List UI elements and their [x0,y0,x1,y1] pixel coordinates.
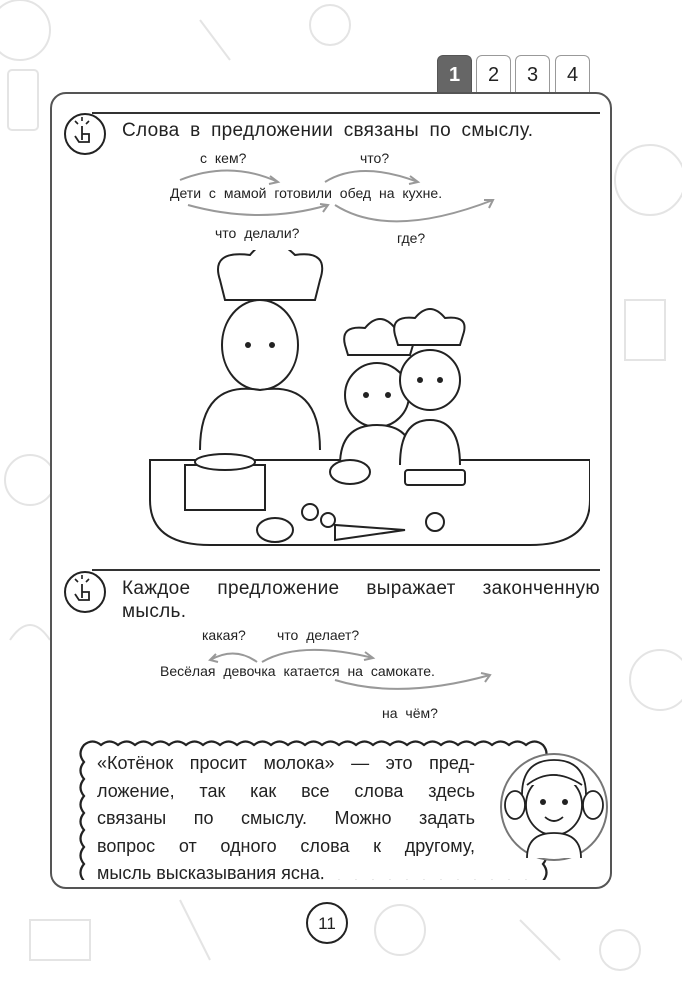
note-line: связаны по смыслу. Можно задать [97,808,475,828]
tab-1[interactable]: 1 [437,55,472,93]
note-line: «Котёнок просит молока» — это пред- [97,753,475,773]
example-sentence-2: Весёлая девочка катается на самокате. [160,663,435,679]
tab-2[interactable]: 2 [476,55,511,93]
divider [92,569,600,571]
note-line: вопрос от одного слова к другому, [97,835,475,856]
example-sentence-1: Дети с мамой готовили обед на кухне. [170,185,443,201]
question-chto-delaet: что делает? [277,627,360,643]
rule2-title-text: Каждое предложение выражает законченную [122,578,600,599]
note-line: мысль высказывания ясна. [97,863,325,883]
question-chto: что? [360,150,390,166]
note-line: ложение, так как все слова здесь [97,780,475,801]
question-gde: где? [397,230,426,246]
question-chto-delali: что делали? [215,225,300,241]
divider [92,112,600,114]
girl-avatar [497,750,612,865]
note-text [97,750,475,888]
rule1-title: Слова в предложении связаны по смыслу. [122,120,534,141]
pointing-hand-icon [63,112,107,156]
tab-4[interactable]: 4 [555,55,590,93]
question-na-chem: на чём? [382,705,438,721]
question-kakaya: какая? [202,627,246,643]
pointing-hand-icon [63,570,107,614]
question-s-kem: с кем? [200,150,247,166]
page-number: 11 [306,902,348,944]
tab-3[interactable]: 3 [515,55,550,93]
rule2-title-line1 [122,578,600,600]
rule2-title-line2: мысль. [122,601,187,622]
cooking-family-illustration [140,250,590,555]
